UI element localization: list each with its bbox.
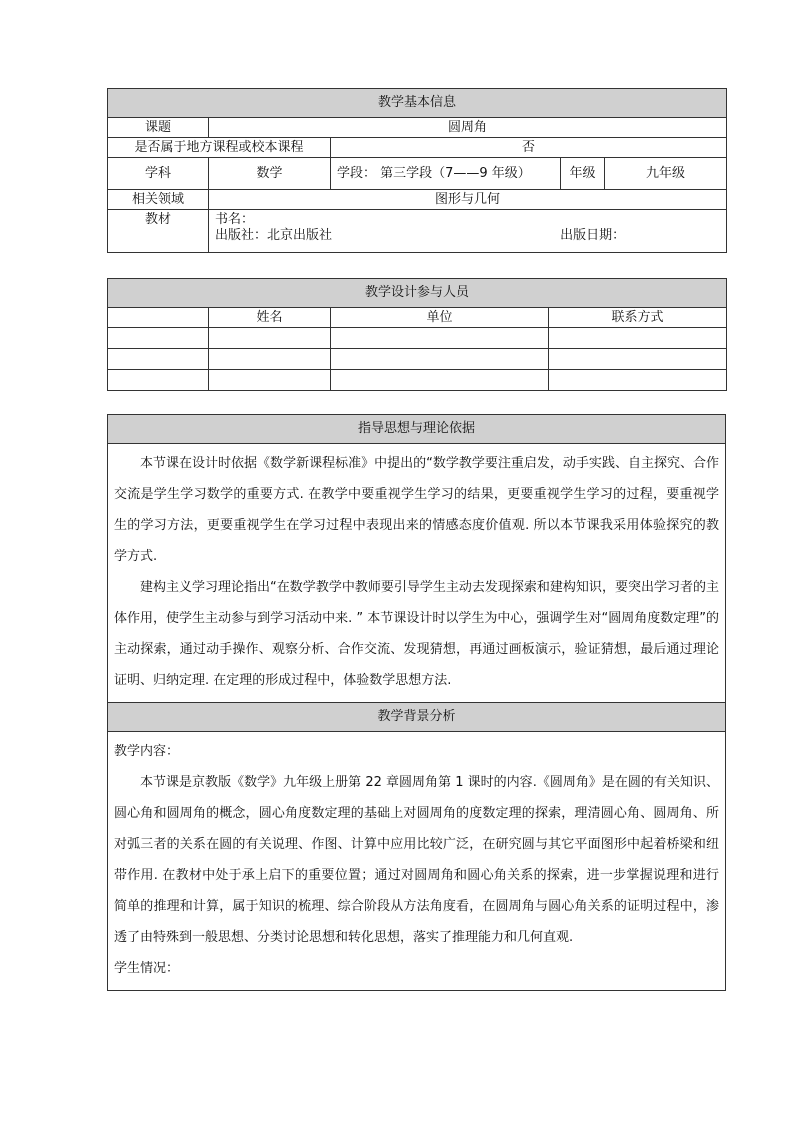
publish-date: 出版日期： bbox=[560, 227, 626, 243]
guiding-paragraph-2: 建构主义学习理论指出“在数学教学中教师要引导学生主动去发现探索和建构知识，要突出学习者的主体作用，使学生主动参与到学习活动中来. ” 本节课设计时以学生为中心，强调学生对“圆周角度数定理”的主动探索，通过动手操作、观察分析、合作交流、发现猜想，再通过画板演示，验证猜想，最后通过理论证明、归纳定理. 在定理的形成过程中，体验数学思想方法. bbox=[114, 580, 719, 688]
topic-label: 课题 bbox=[108, 118, 209, 138]
content-paragraph: 本节课是京教版《数学》九年级上册第 22 章圆周角第 1 课时的内容.《圆周角》是在圆的有关知识、圆心角和圆周角的概念，圆心角度数定理的基础上对圆周角的度数定理的探索，理清圆心角、圆周角、所对弧三者的关系在圆的有关说理、作图、计算中应用比较广泛，在研究圆与其它平面图形中起着桥梁和纽带作用. 在教材中处于承上启下的重要位置；通过对圆周角和圆心角关系的探索，进一步掌握说理和进行简单的推理和计算，属于知识的梳理、综合阶段从方法角度看，在圆周角与圆心角关系的证明过程中，渗透了由特殊到一般思想、分类讨论思想和转化思想，落实了推理能力和几何直观. bbox=[114, 775, 719, 945]
publisher-row bbox=[215, 228, 720, 244]
participants-header-contact: 联系方式 bbox=[549, 308, 727, 328]
participants-header-name: 姓名 bbox=[209, 308, 331, 328]
grade-value: 九年级 bbox=[605, 158, 727, 190]
background-body bbox=[108, 732, 726, 991]
analysis-table bbox=[107, 414, 726, 991]
participants-table bbox=[107, 278, 727, 391]
guiding-paragraph-1: 本节课在设计时依据《数学新课程标准》中提出的“数学教学要注重启发，动手实践、自主探究、合作交流是学生学习数学的重要方式. 在教学中要重视学生学习的结果，更要重视学生学习的过程，要重视学生的学习方法，更要重视学生在学习过程中表现出来的情感态度价值观. 所以本节课我采用体验探究的教学方式. bbox=[114, 456, 719, 564]
students-label: 学生情况： bbox=[114, 961, 180, 976]
guiding-body bbox=[108, 444, 726, 703]
domain-value: 图形与几何 bbox=[209, 190, 727, 210]
basic-info-title: 教学基本信息 bbox=[108, 89, 727, 118]
participants-header-unit: 单位 bbox=[331, 308, 549, 328]
guiding-title: 指导思想与理论依据 bbox=[108, 415, 726, 444]
textbook-label: 教材 bbox=[108, 210, 209, 253]
publisher: 出版社：北京出版社 bbox=[215, 227, 333, 243]
table-row bbox=[108, 370, 727, 391]
local-course-label: 是否属于地方课程或校本课程 bbox=[108, 138, 331, 158]
content-label: 教学内容： bbox=[114, 744, 180, 759]
textbook-info bbox=[209, 210, 727, 253]
table-row bbox=[108, 328, 727, 349]
subject-label: 学科 bbox=[108, 158, 209, 190]
participants-header-blank bbox=[108, 308, 209, 328]
participants-title: 教学设计参与人员 bbox=[108, 279, 727, 308]
book-name: 书名： bbox=[215, 212, 255, 227]
local-course-value: 否 bbox=[331, 138, 727, 158]
subject-value: 数学 bbox=[209, 158, 331, 190]
topic-value: 圆周角 bbox=[209, 118, 727, 138]
background-title: 教学背景分析 bbox=[108, 703, 726, 732]
grade-label: 年级 bbox=[561, 158, 605, 190]
basic-info-table bbox=[107, 88, 727, 253]
domain-label: 相关领域 bbox=[108, 190, 209, 210]
stage-text: 学段： 第三学段（7——9 年级） bbox=[331, 158, 561, 190]
table-row bbox=[108, 349, 727, 370]
